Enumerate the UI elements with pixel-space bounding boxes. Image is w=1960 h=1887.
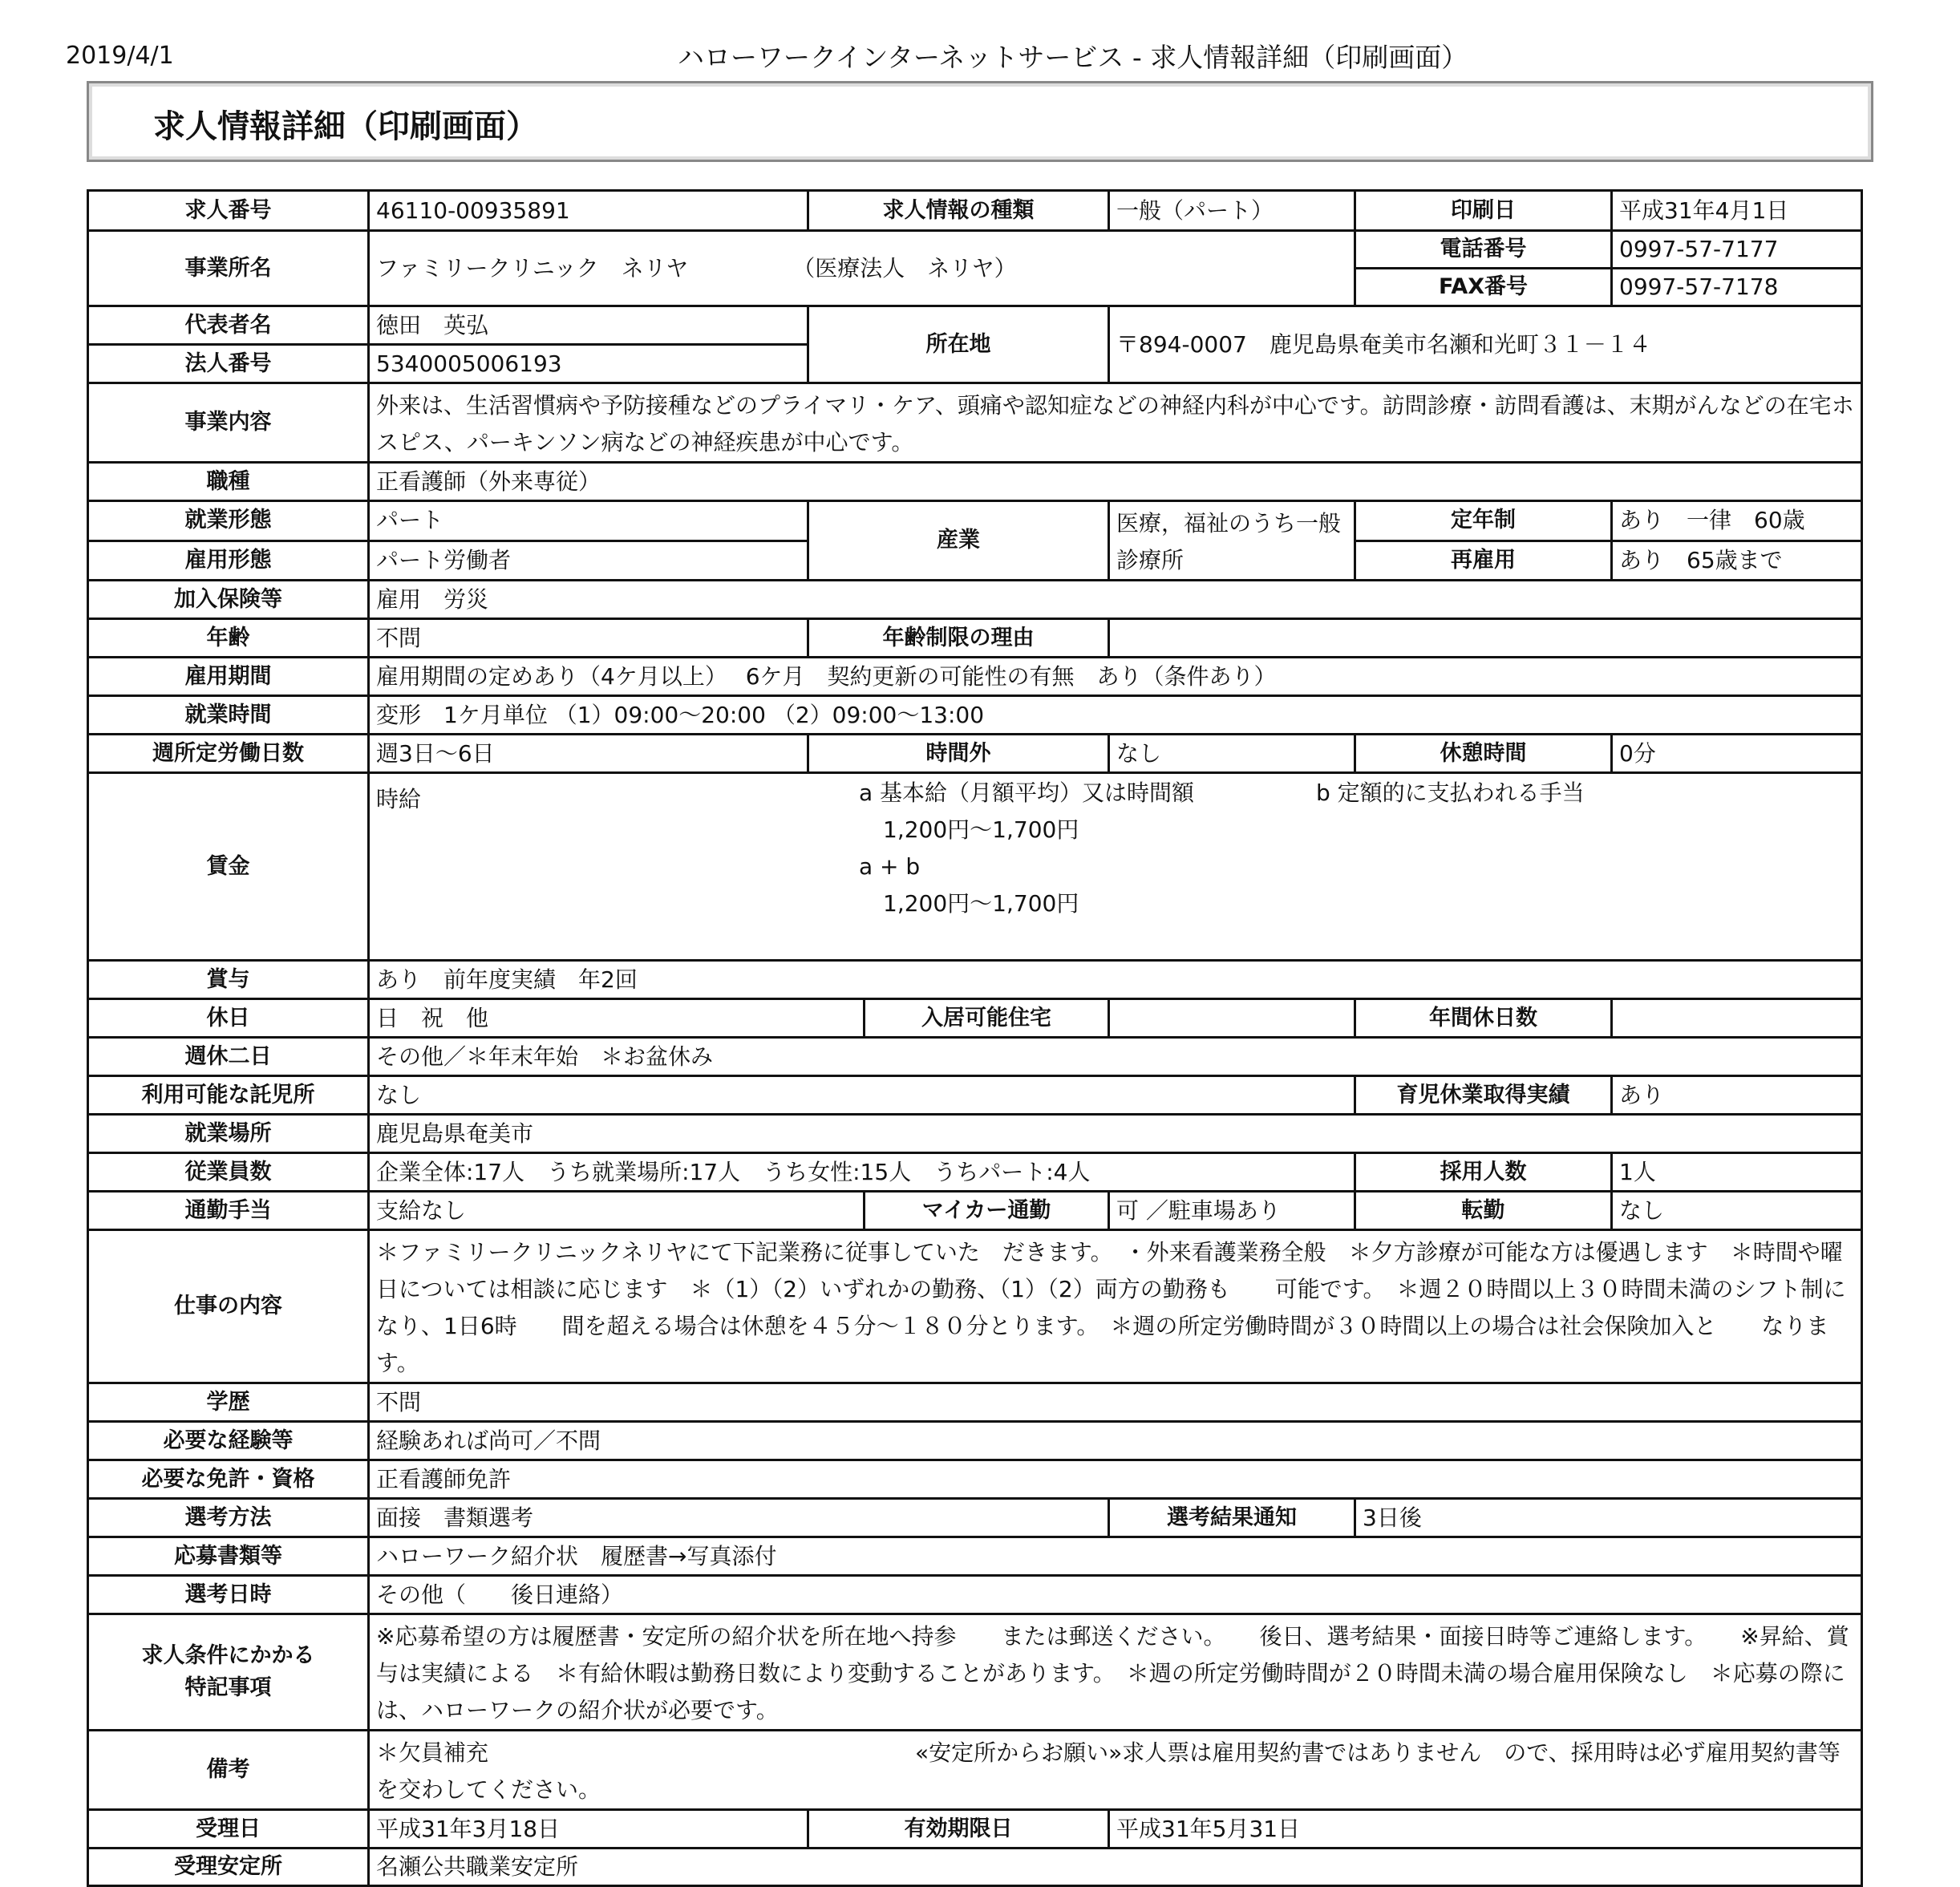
label-hours: 就業時間 (88, 696, 369, 735)
label-office: 受理安定所 (88, 1849, 369, 1886)
table-row (88, 581, 1862, 619)
wage-a-value: 1,200円～1,700円 (883, 816, 1079, 843)
value-transfer: なし (1612, 1192, 1862, 1230)
label-insurance: 加入保険等 (88, 581, 369, 619)
value-selection-date: その他（ 後日連絡） (369, 1576, 1862, 1614)
label-received: 受理日 (88, 1810, 369, 1849)
value-insurance: 雇用 労災 (369, 581, 1862, 619)
label-days: 週所定労働日数 (88, 735, 369, 773)
wage-b-label: b 定額的に支払われる手当 (1316, 780, 1585, 806)
table-row (88, 1849, 1862, 1886)
label-experience: 必要な経験等 (88, 1422, 369, 1460)
print-header-title: ハローワークインターネットサービス - 求人情報詳細（印刷画面） (678, 42, 1468, 73)
value-office: 名瀬公共職業安定所 (369, 1849, 1862, 1886)
value-holiday: 日 祝 他 (369, 999, 865, 1038)
page-title: 求人情報詳細（印刷画面） (153, 108, 538, 145)
value-occupation: 正看護師（外来専従） (369, 463, 1862, 501)
value-received: 平成31年3月18日 (369, 1810, 808, 1849)
label-result-notice: 選考結果通知 (1109, 1499, 1355, 1537)
value-break: 0分 (1612, 735, 1862, 773)
label-company: 事業所名 (88, 231, 369, 306)
value-expiry: 平成31年5月31日 (1109, 1810, 1862, 1849)
label-employees: 従業員数 (88, 1153, 369, 1192)
value-address: 〒894-0007 鹿児島県奄美市名瀬和光町３１－１４ (1109, 306, 1862, 383)
value-job-content: ＊ファミリークリニックネリヤにて下記業務に従事していた だきます。 ・外来看護業務全般 ＊夕方診療が可能な方は優遇します ＊時間や曜日については相談に応じます ＊（1）（2）いずれかの勤務、（1）（2）両方の勤務も 可能です。 ＊週２０時間以上３０時間未満のシフト制になり、1日6時 間を超える場合は休憩を４５分～１８０分とります。 ＊週の所定労働時間が３０時間以上の場合は社会保険加入と なります。 (369, 1230, 1862, 1383)
value-commute-allowance: 支給なし (369, 1192, 865, 1230)
label-period: 雇用期間 (88, 658, 369, 696)
label-childcare-leave: 育児休業取得実績 (1355, 1076, 1612, 1115)
value-remarks: ＊欠員補充 «安定所からお願い»求人票は雇用契約書ではありません ので、採用時は必ず雇用契約書等を交わしてください。 (369, 1731, 1862, 1810)
label-representative: 代表者名 (88, 306, 369, 345)
value-company-corp: （医療法人 ネリヤ） (792, 254, 1017, 281)
label-hires: 採用人数 (1355, 1153, 1612, 1192)
label-workplace: 就業場所 (88, 1115, 369, 1153)
label-age-reason: 年齢制限の理由 (808, 619, 1109, 658)
label-car-commute: マイカー通勤 (865, 1192, 1109, 1230)
value-selection: 面接 書類選考 (369, 1499, 1109, 1537)
page-title-box (87, 81, 1873, 162)
value-company (369, 231, 1355, 306)
table-row (88, 696, 1862, 735)
value-employment-form: パート労働者 (369, 541, 808, 581)
label-age: 年齢 (88, 619, 369, 658)
table-row (88, 1731, 1862, 1810)
label-documents: 応募書類等 (88, 1537, 369, 1576)
job-detail-table (87, 189, 1863, 1887)
table-row (88, 463, 1862, 501)
value-retirement: あり 一律 60歳 (1612, 501, 1862, 541)
table-row (88, 1192, 1862, 1230)
label-break: 休憩時間 (1355, 735, 1612, 773)
value-phone: 0997-57-7177 (1612, 231, 1862, 269)
table-row (88, 1576, 1862, 1614)
label-phone: 電話番号 (1355, 231, 1612, 269)
table-row (88, 1499, 1862, 1537)
value-car-commute: 可 ／駐車場あり (1109, 1192, 1355, 1230)
label-selection-date: 選考日時 (88, 1576, 369, 1614)
table-row (88, 658, 1862, 696)
label-two-days-off: 週休二日 (88, 1038, 369, 1076)
table-row (88, 1422, 1862, 1460)
value-job-no: 46110-00935891 (369, 191, 808, 231)
table-row (88, 1230, 1862, 1383)
value-two-days-off: その他／＊年末年始 ＊お盆休み (369, 1038, 1862, 1076)
table-row (88, 961, 1862, 999)
value-rehire: あり 65歳まで (1612, 541, 1862, 581)
label-remarks: 備考 (88, 1731, 369, 1810)
label-expiry: 有効期限日 (808, 1810, 1109, 1849)
label-work-form: 就業形態 (88, 501, 369, 541)
wage-ab-label: a + b (859, 853, 921, 880)
value-experience: 経験あれば尚可／不問 (369, 1422, 1862, 1460)
value-days: 週3日～6日 (369, 735, 808, 773)
value-industry: 医療，福祉のうち一般診療所 (1109, 501, 1355, 581)
table-row (88, 191, 1862, 231)
label-industry: 産業 (808, 501, 1109, 581)
value-age: 不問 (369, 619, 808, 658)
label-transfer: 転勤 (1355, 1192, 1612, 1230)
value-fax: 0997-57-7178 (1612, 269, 1862, 306)
table-row (88, 1460, 1862, 1499)
value-daycare: なし (369, 1076, 1355, 1115)
label-housing: 入居可能住宅 (865, 999, 1109, 1038)
wage-type: 時給 (376, 786, 422, 812)
label-annual-holidays: 年間休日数 (1355, 999, 1612, 1038)
value-age-reason (1109, 619, 1862, 658)
label-job-no: 求人番号 (88, 191, 369, 231)
label-education: 学歴 (88, 1383, 369, 1422)
table-row (88, 735, 1862, 773)
label-fax: FAX番号 (1355, 269, 1612, 306)
table-row (88, 501, 1862, 541)
table-row (88, 999, 1862, 1038)
wage-ab-value: 1,200円～1,700円 (883, 890, 1079, 917)
label-address: 所在地 (808, 306, 1109, 383)
table-row (88, 1810, 1862, 1849)
value-housing (1109, 999, 1355, 1038)
table-row (88, 619, 1862, 658)
value-company-name: ファミリークリニック ネリヤ (376, 254, 689, 281)
label-special-line-2: 特記事項 (184, 1675, 272, 1700)
value-wage (369, 773, 1862, 961)
value-workplace: 鹿児島県奄美市 (369, 1115, 1862, 1153)
table-row (88, 1038, 1862, 1076)
table-row (88, 1614, 1862, 1731)
value-license: 正看護師免許 (369, 1460, 1862, 1499)
value-special-notes: ※応募希望の方は履歴書・安定所の紹介状を所在地へ持参 または郵送ください。 後日、選考結果・面接日時等ご連絡します。 ※昇給、賞与は実績による ＊有給休暇は勤務日数により変動することがあります。 ＊週の所定労働時間が２０時間未満の場合雇用保険なし ＊応募の際には、ハローワークの紹介状が必要です。 (369, 1614, 1862, 1731)
label-job-content: 仕事の内容 (88, 1230, 369, 1383)
value-work-form: パート (369, 501, 808, 541)
value-result-notice: 3日後 (1355, 1499, 1862, 1537)
label-holiday: 休日 (88, 999, 369, 1038)
value-bonus: あり 前年度実績 年2回 (369, 961, 1862, 999)
label-commute-allowance: 通勤手当 (88, 1192, 369, 1230)
wage-a-label: a 基本給（月額平均）又は時間額 (859, 780, 1195, 806)
value-info-type: 一般（パート） (1109, 191, 1355, 231)
label-overtime: 時間外 (808, 735, 1109, 773)
value-hours: 変形 1ケ月単位 （1）09:00～20:00 （2）09:00～13:00 (369, 696, 1862, 735)
table-row (88, 231, 1862, 269)
label-special-notes (88, 1614, 369, 1731)
table-row (88, 1153, 1862, 1192)
table-row (88, 1537, 1862, 1576)
value-documents: ハローワーク紹介状 履歴書→写真添付 (369, 1537, 1862, 1576)
table-row (88, 306, 1862, 345)
value-annual-holidays (1612, 999, 1862, 1038)
value-employees: 企業全体:17人 うち就業場所:17人 うち女性:15人 うちパート:4人 (369, 1153, 1355, 1192)
label-rehire: 再雇用 (1355, 541, 1612, 581)
label-daycare: 利用可能な託児所 (88, 1076, 369, 1115)
label-info-type: 求人情報の種類 (808, 191, 1109, 231)
label-occupation: 職種 (88, 463, 369, 501)
table-row (88, 1383, 1862, 1422)
value-representative: 徳田 英弘 (369, 306, 808, 345)
label-print-date: 印刷日 (1355, 191, 1612, 231)
table-row (88, 773, 1862, 961)
label-special-line-1: 求人条件にかかる (141, 1643, 315, 1668)
value-hires: 1人 (1612, 1153, 1862, 1192)
label-employment-form: 雇用形態 (88, 541, 369, 581)
value-overtime: なし (1109, 735, 1355, 773)
label-bonus: 賞与 (88, 961, 369, 999)
value-corp-no: 5340005006193 (369, 345, 808, 383)
label-wage: 賃金 (88, 773, 369, 961)
value-print-date: 平成31年4月1日 (1612, 191, 1862, 231)
label-retirement: 定年制 (1355, 501, 1612, 541)
label-license: 必要な免許・資格 (88, 1460, 369, 1499)
value-period: 雇用期間の定めあり（4ケ月以上） 6ケ月 契約更新の可能性の有無 あり（条件あり） (369, 658, 1862, 696)
label-business: 事業内容 (88, 383, 369, 463)
value-education: 不問 (369, 1383, 1862, 1422)
label-selection: 選考方法 (88, 1499, 369, 1537)
label-corp-no: 法人番号 (88, 345, 369, 383)
table-row (88, 383, 1862, 463)
table-row (88, 1115, 1862, 1153)
print-header-date: 2019/4/1 (66, 42, 174, 70)
table-row (88, 1076, 1862, 1115)
value-childcare-leave: あり (1612, 1076, 1862, 1115)
value-business: 外来は、生活習慣病や予防接種などのプライマリ・ケア、頭痛や認知症などの神経内科が中心です。訪問診療・訪問看護は、末期がんなどの在宅ホスピス、パーキンソン病などの神経疾患が中心です。 (369, 383, 1862, 463)
